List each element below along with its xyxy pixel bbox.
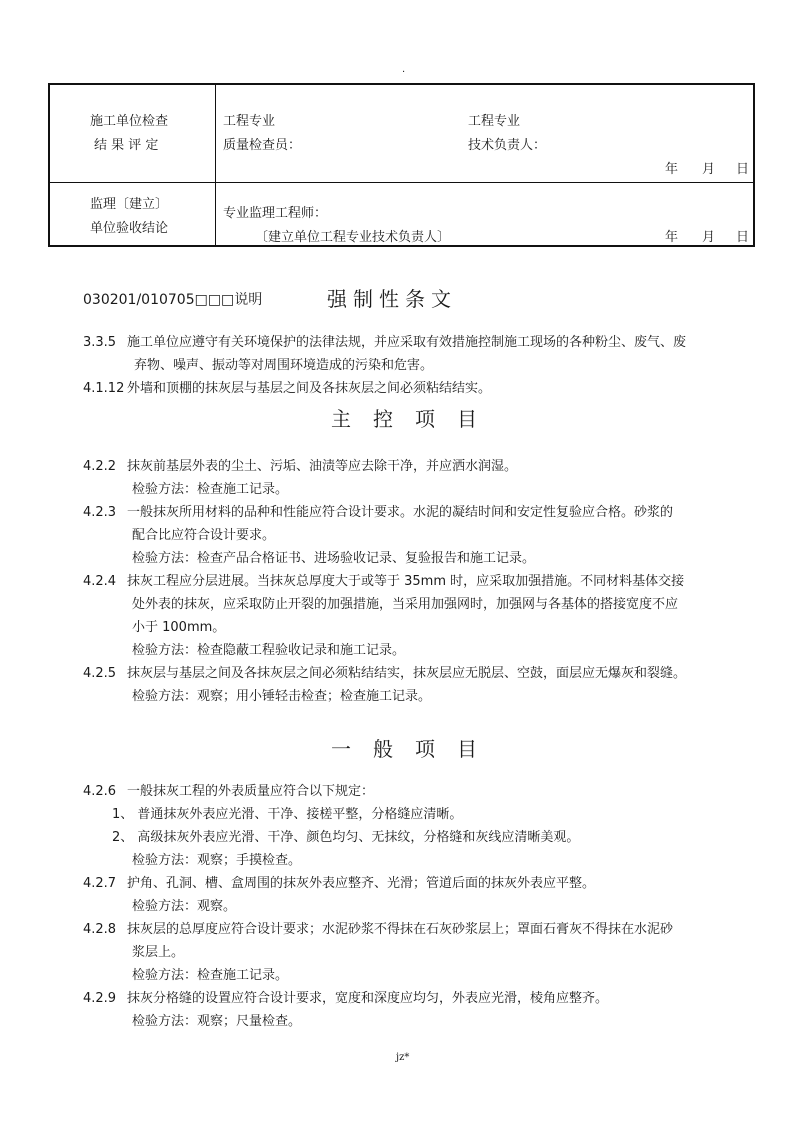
- section-title-mandatory: 强制性条文: [327, 287, 457, 311]
- row2-label-line2: 单位验收结论: [90, 221, 169, 236]
- item-number: 4.2.5: [83, 666, 117, 681]
- item-text-cont: 浆层上。: [132, 945, 185, 960]
- item-number: 4.2.6: [83, 784, 117, 799]
- date-year-2: 年: [665, 230, 679, 245]
- item-number: 4.2.4: [83, 574, 117, 589]
- col2-title: 工程专业: [468, 114, 521, 129]
- item-text-cont: 配合比应符合设计要求。: [132, 528, 276, 543]
- date-year: 年: [665, 162, 679, 177]
- item-text: 一般抹灰工程的外表质量应符合以下规定：: [127, 784, 375, 799]
- item-text: 一般抹灰所用材料的品种和性能应符合设计要求。水泥的凝结时间和安定性复验应合格。砂浆的: [127, 505, 674, 520]
- item-text-cont: 处外表的抹灰，应采取防止开裂的加强措施，当采用加强网时，加强网与各基体的搭接宽度不应: [132, 597, 679, 612]
- inspection-method: 检验方法：检查施工记录。: [132, 482, 289, 497]
- inspection-method: 检验方法：观察；尺量检查。: [132, 1014, 302, 1029]
- table-row-divider: [50, 182, 753, 183]
- date-month: 月: [702, 162, 716, 177]
- row1-label-line1: 施工单位检查: [90, 114, 169, 129]
- clause-number: 4.1.12: [83, 381, 125, 396]
- inspection-method: 检验方法：观察；手摸检查。: [132, 853, 302, 868]
- document-code: 030201/010705□□□说明: [83, 292, 263, 308]
- table-column-divider: [215, 85, 216, 245]
- construction-unit-lead-label: 〔建立单位工程专业技术负责人〕: [255, 230, 451, 245]
- supervising-engineer-label: 专业监理工程师：: [223, 206, 328, 221]
- date-day: 日: [736, 162, 750, 177]
- inspection-method: 检验方法：检查隐蔽工程验收记录和施工记录。: [132, 643, 406, 658]
- item-number: 4.2.9: [83, 991, 117, 1006]
- technical-lead-label: 技术负责人：: [468, 138, 547, 153]
- inspection-method: 检验方法：检查施工记录。: [132, 968, 289, 983]
- item-number: 4.2.8: [83, 922, 117, 937]
- clause-number: 3.3.5: [83, 335, 117, 350]
- sub-item: 2、 高级抹灰外表应光滑、干净、颜色均匀、无抹纹，分格缝和灰线应清晰美观。: [112, 830, 580, 845]
- page-footer: jz*: [396, 1052, 410, 1063]
- item-text: 抹灰工程应分层进展。当抹灰总厚度大于或等于 35mm 时，应采取加强措施。不同材料基体交接: [127, 574, 685, 589]
- sub-item: 1、 普通抹灰外表应光滑、干净、接槎平整，分格缝应清晰。: [112, 807, 463, 822]
- clause-text-cont: 弃物、噪声、振动等对周围环境造成的污染和危害。: [134, 358, 434, 373]
- item-number: 4.2.7: [83, 876, 117, 891]
- row1-label-line2: 结 果 评 定: [94, 138, 159, 153]
- col1-title: 工程专业: [223, 114, 276, 129]
- quality-inspector-label: 质量检查员：: [223, 138, 302, 153]
- item-text: 抹灰分格缝的设置应符合设计要求，宽度和深度应均匀，外表应光滑，棱角应整齐。: [127, 991, 609, 1006]
- section-title-general: 一般项目: [331, 737, 499, 761]
- header-mark: .: [402, 64, 406, 75]
- clause-text: 施工单位应遵守有关环境保护的法律法规，并应采取有效措施控制施工现场的各种粉尘、废气、废: [127, 335, 687, 350]
- row2-label-line1: 监理〔建立〕: [90, 197, 169, 212]
- item-number: 4.2.3: [83, 505, 117, 520]
- item-number: 4.2.2: [83, 459, 117, 474]
- date-month-2: 月: [702, 230, 716, 245]
- item-text: 抹灰层的总厚度应符合设计要求；水泥砂浆不得抹在石灰砂浆层上；罩面石膏灰不得抹在水泥砂: [127, 922, 674, 937]
- inspection-method: 检验方法：检查产品合格证书、进场验收记录、复验报告和施工记录。: [132, 551, 536, 566]
- section-title-main: 主控项目: [331, 407, 499, 431]
- inspection-table: [48, 83, 755, 247]
- date-day-2: 日: [736, 230, 750, 245]
- item-text: 抹灰层与基层之间及各抹灰层之间必须粘结结实，抹灰层应无脱层、空鼓，面层应无爆灰和裂缝。: [127, 666, 687, 681]
- item-text: 护角、孔洞、槽、盒周围的抹灰外表应整齐、光滑；管道后面的抹灰外表应平整。: [127, 876, 596, 891]
- inspection-method: 检验方法：观察；用小锤轻击检查；检查施工记录。: [132, 689, 432, 704]
- item-text-cont: 小于 100mm。: [132, 620, 226, 635]
- item-text: 抹灰前基层外表的尘土、污垢、油渍等应去除干净，并应洒水润湿。: [127, 459, 518, 474]
- clause-text: 外墙和顶棚的抹灰层与基层之间及各抹灰层之间必须粘结结实。: [127, 381, 492, 396]
- inspection-method: 检验方法：观察。: [132, 899, 237, 914]
